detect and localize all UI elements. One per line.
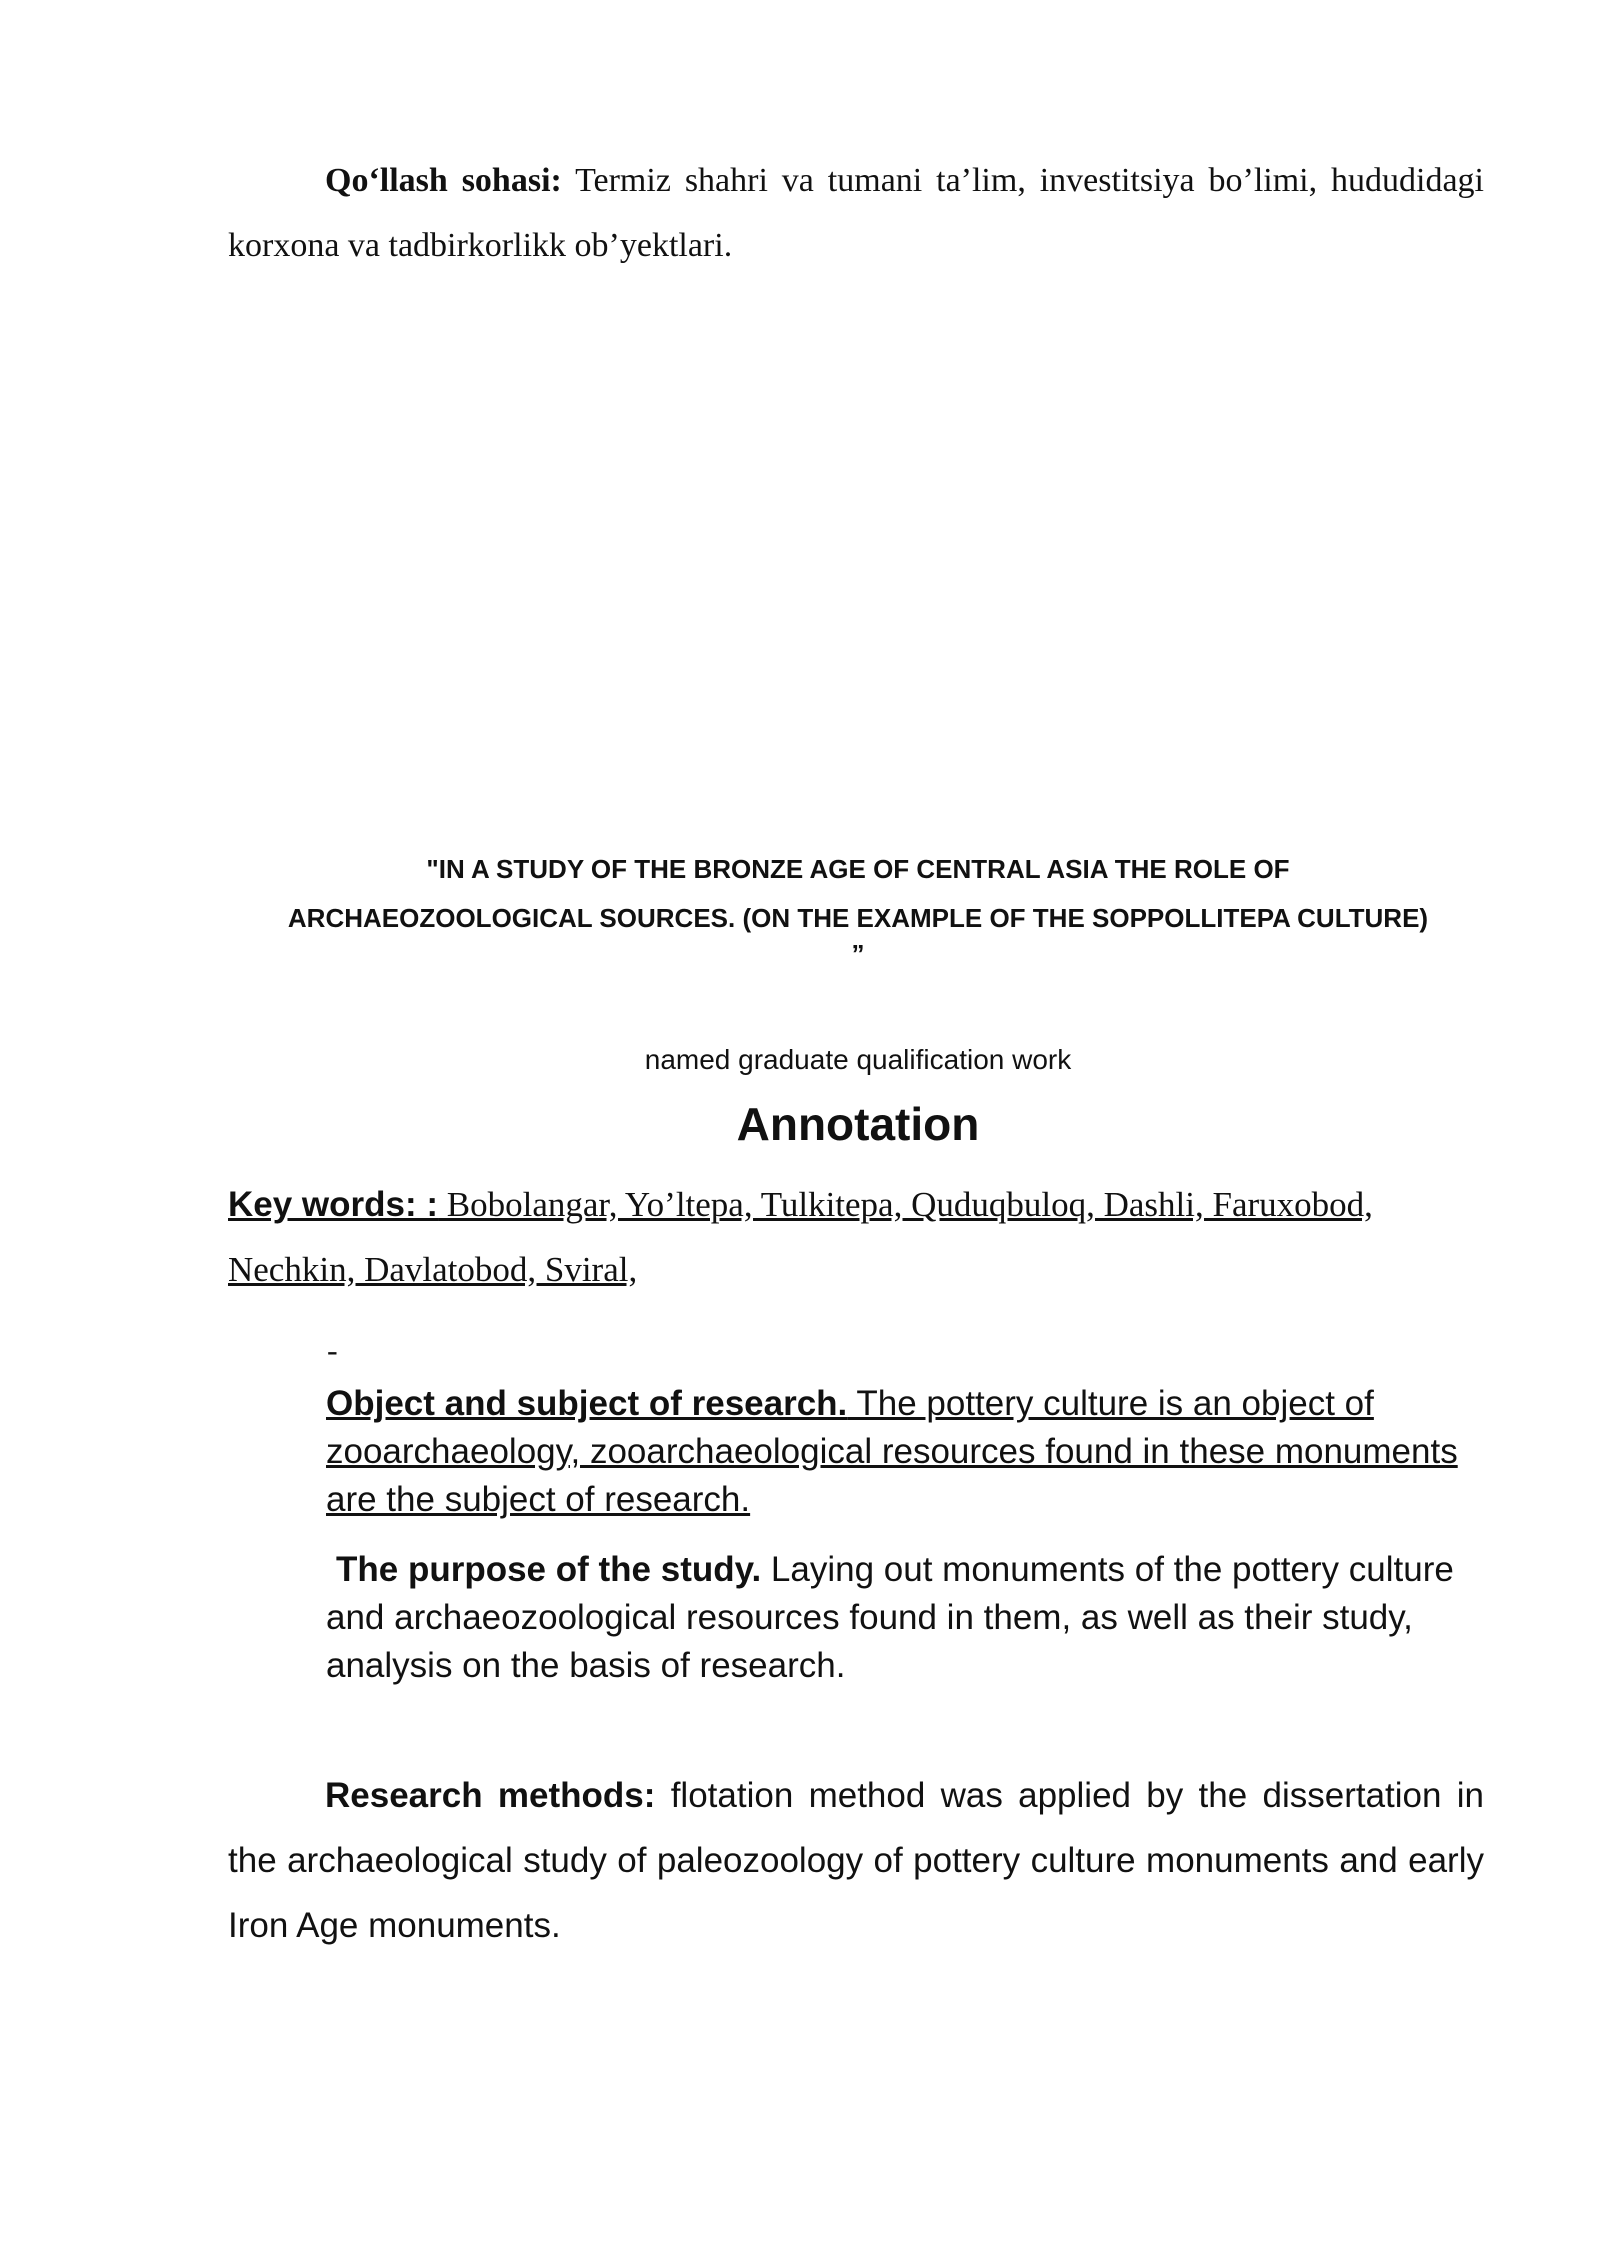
purpose-text: Laying out monuments of the pottery culture and archaeozoological resources found in them, as well as their study, analysis on the basis of research. (326, 1550, 1454, 1685)
work-type-subtitle: named graduate qualification work (644, 1044, 1072, 1075)
keywords-label: Key words: : (228, 1185, 439, 1224)
research-methods-label: Research methods: (325, 1776, 656, 1815)
object-subject-label: Object and subject of research. (326, 1384, 848, 1423)
thesis-title-line-1: "IN A STUDY OF THE BRONZE AGE OF CENTRAL ASIA THE ROLE OF (426, 854, 1290, 884)
keywords-list: Bobolangar, Yo’ltepa, Tulkitepa, Quduqbuloq, Dashli, Faruxobod, Nechkin, Davlatobod, Sviral, (228, 1185, 1373, 1289)
list-dash: - (327, 1332, 338, 1368)
thesis-title (230, 845, 1486, 969)
research-methods-text: flotation method was applied by the dissertation in the archaeological study of paleozoology of pottery culture monuments and early Iron Age monuments. (228, 1776, 1485, 1945)
thesis-title-closing-quote: ” (851, 939, 865, 969)
annotation-heading: Annotation (736, 1098, 980, 1150)
purpose-label: The purpose of the study. (336, 1550, 762, 1589)
keywords-paragraph (228, 1172, 1484, 1302)
object-subject-paragraph (326, 1380, 1486, 1524)
application-area-label: Qo‘llash sohasi: (325, 162, 562, 199)
application-area-text: Termiz shahri va tumani ta’lim, investitsiya bo’limi, hududidagi korxona va tadbirkorlikk ob’yektlari. (228, 162, 1484, 264)
thesis-title-line-2: ARCHAEOZOOLOGICAL SOURCES. (ON THE EXAMPLE OF THE SOPPOLLITEPA CULTURE) (287, 903, 1429, 933)
object-subject-text: The pottery culture is an object of zooarchaeology, zooarchaeological resources found in these monuments are the subject of research. (326, 1384, 1458, 1519)
purpose-paragraph (326, 1546, 1486, 1690)
research-methods-paragraph (228, 1763, 1484, 1958)
application-area-paragraph (228, 148, 1484, 278)
